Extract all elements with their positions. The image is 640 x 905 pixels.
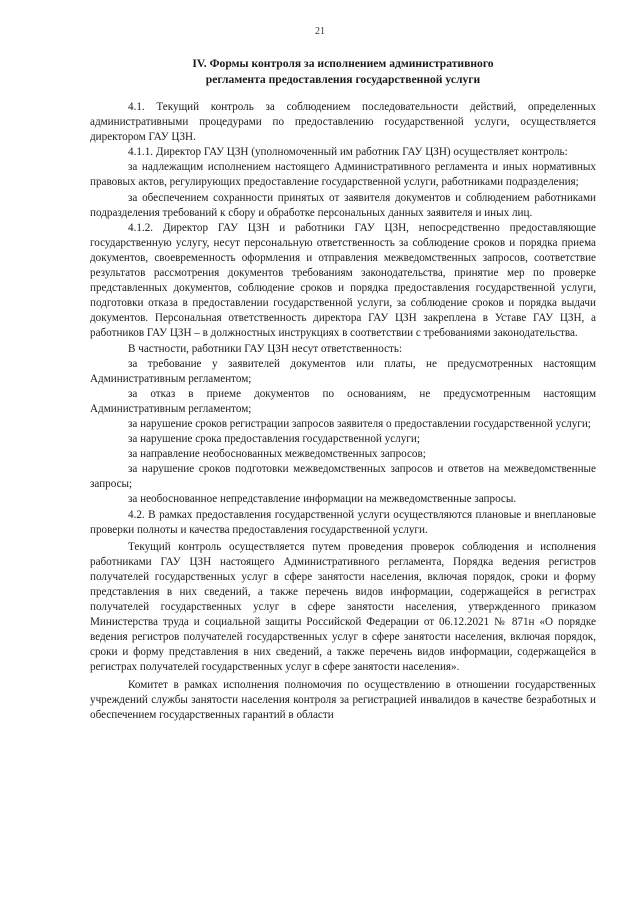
paragraph: Текущий контроль осуществляется путем проведения проверок соблюдения и исполнения работниками ГАУ ЦЗН настоящего Административного регламента, Порядка ведения регистров получателей государственных услуг в сфере занятости населения, включая порядок, сроки и форму представления в них сведений, а также перечень видов информации, содержащейся в регистрах получателей государственных услуг в сфере занятости населения, утвержденного приказом Министерства труда и социальной защиты Российской Федерации от 06.12.2021 № 871н «О порядке ведения регистров получателей государственных услуг в сфере занятости населения, включая порядок, сроки и форму представления в них сведений, а также перечень видов информации, содержащейся в регистрах получателей государственных услуг в сфере занятости населения». [90,540,596,674]
list-item: за требование у заявителей документов или платы, не предусмотренных настоящим Административным регламентом; [90,357,596,385]
paragraph: за обеспечением сохранности принятых от заявителя документов и соблюдением работниками подразделения требований к сбору и обработке персональных данных заявителя и иных лиц. [90,191,596,219]
paragraph-4-1: 4.1. Текущий контроль за соблюдением последовательности действий, определенных административными процедурами по предоставлению государственной услуги, осуществляется директором ГАУ ЦЗН. [90,101,596,144]
list-item: за нарушение срока предоставления государственной услуги; [128,433,420,446]
paragraph-4-2: 4.2. В рамках предоставления государственной услуги осуществляются плановые и внеплановые проверки полноты и качества предоставления государственной услуги. [90,508,596,536]
paragraph: В частности, работники ГАУ ЦЗН несут ответственность: [128,342,403,355]
heading-line-2: регламента предоставления государственной услуги [205,73,481,86]
paragraph: Комитет в рамках исполнения полномочия по осуществлению в отношении государственных учреждений службы занятости населения контроля за регистрацией инвалидов в качестве безработных и обеспечением государственных гарантий в области [90,678,596,721]
list-item: за направление необоснованных межведомственных запросов; [128,448,426,461]
document-body [90,100,596,723]
paragraph: за надлежащим исполнением настоящего Административного регламента и иных нормативных правовых актов, регулирующих предоставление государственной услуги, работниками подразделения; [90,161,596,189]
list-item: за отказ в приеме документов по основаниям, не предусмотренным настоящим Административным регламентом; [90,387,596,415]
page-number: 21 [315,26,325,37]
list-item: за необоснованное непредставление информации на межведомственные запросы. [128,493,517,506]
paragraph-4-1-2: 4.1.2. Директор ГАУ ЦЗН и работники ГАУ ЦЗН, непосредственно предоставляющие государственную услугу, несут персональную ответственность за соблюдение сроков и порядка приема документов, своевременность оформления и отправления межведомственных запросов, соответствие результатов рассмотрения документов требованиям законодательства, принятие мер по проверке представленных документов, соблюдение сроков и порядка предоставления государственной услуги, подготовки отказа в предоставлении государственной услуги, за соблюдение сроков и порядка выдачи документов. Персональная ответственность директора ГАУ ЦЗН закреплена в Уставе ГАУ ЦЗН, а работников ГАУ ЦЗН – в должностных инструкциях в соответствии с требованиями законодательства. [90,221,596,340]
list-item: за нарушение сроков регистрации запросов заявителя о предоставлении государственной услуги; [128,417,591,430]
list-item: за нарушение сроков подготовки межведомственных запросов и ответов на межведомственные запросы; [90,463,596,491]
heading-line-1: IV. Формы контроля за исполнением административного [192,57,494,70]
paragraph-4-1-1: 4.1.1. Директор ГАУ ЦЗН (уполномоченный им работник ГАУ ЦЗН) осуществляет контроль: [128,146,568,159]
section-heading [90,56,596,88]
